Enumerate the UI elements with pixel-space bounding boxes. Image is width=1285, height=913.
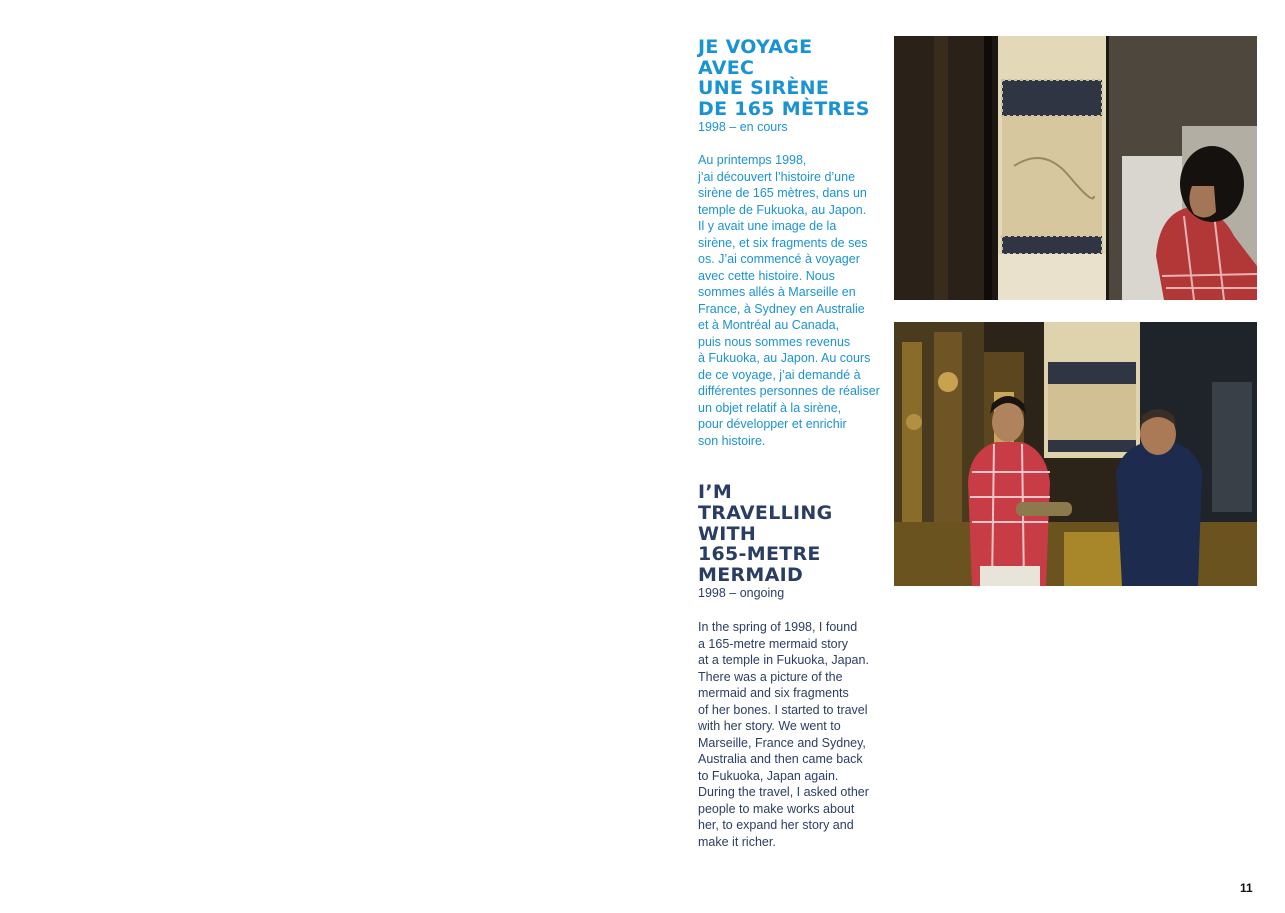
french-body-line: avec cette histoire. Nous <box>698 268 835 283</box>
english-dates: 1998 – ongoing <box>698 586 785 600</box>
english-body-line: There was a picture of the <box>698 669 843 684</box>
english-body-line: mermaid and six fragments <box>698 686 849 700</box>
french-body-line: j’ai découvert l’histoire d’une <box>698 169 856 184</box>
french-dates: 1998 – en cours <box>698 120 788 134</box>
french-body-line: son histoire. <box>698 433 766 448</box>
french-title <box>698 37 888 119</box>
english-body-line: a 165-metre mermaid story <box>698 636 849 651</box>
french-body-text <box>698 152 888 449</box>
english-body-line: make it richer. <box>698 834 776 849</box>
french-body-line: et à Montréal au Canada, <box>698 318 840 332</box>
english-title-line: WITH <box>698 522 757 545</box>
english-title-line: MERMAID <box>698 564 804 587</box>
french-title-line: AVEC <box>698 56 755 79</box>
english-body-line: During the travel, I asked other <box>698 785 869 799</box>
english-title <box>698 482 888 586</box>
english-body-line: of her bones. I started to travel <box>698 702 868 717</box>
english-body-line: Australia and then came back <box>698 752 863 766</box>
french-body-line: sirène, et six fragments de ses <box>698 235 868 250</box>
english-title-line: TRAVELLING <box>698 501 833 524</box>
french-title-line: DE 165 MÈTRES <box>698 97 870 120</box>
english-title-line: I’M <box>698 481 733 503</box>
photo-two-men-temple <box>894 322 1257 586</box>
english-body-line: with her story. We went to <box>698 719 841 733</box>
english-body-line: people to make works about <box>698 801 855 816</box>
french-body-line: puis nous sommes revenus <box>698 334 851 349</box>
french-body-line: France, à Sydney en Australie <box>698 301 865 316</box>
english-title-line: 165-METRE <box>698 543 821 566</box>
french-body-line: temple de Fukuoka, au Japon. <box>698 202 867 217</box>
french-body-line: sommes allés à Marseille en <box>698 285 856 299</box>
french-body-line: pour développer et enrichir <box>698 417 847 431</box>
english-body-line: to Fukuoka, Japan again. <box>698 768 839 783</box>
english-body-line: at a temple in Fukuoka, Japan. <box>698 653 869 667</box>
french-body-line: sirène de 165 mètres, dans un <box>698 186 867 200</box>
page-number: 11 <box>1240 881 1253 895</box>
french-body-line: Au printemps 1998, <box>698 153 807 167</box>
french-body-line: Il y avait une image de la <box>698 219 837 233</box>
french-body-line: os. J’ai commencé à voyager <box>698 252 860 266</box>
french-title-line: JE VOYAGE <box>698 36 813 58</box>
english-body-text <box>698 619 888 850</box>
french-body-line: différentes personnes de réaliser <box>698 384 880 398</box>
english-body-line: Marseille, France and Sydney, <box>698 735 866 750</box>
french-body-line: de ce voyage, j’ai demandé à <box>698 367 861 382</box>
french-title-line: UNE SIRÈNE <box>698 77 830 99</box>
english-body-line: her, to expand her story and <box>698 818 854 832</box>
photo-scroll-viewing <box>894 36 1257 300</box>
english-body-line: In the spring of 1998, I found <box>698 620 858 634</box>
french-body-line: à Fukuoka, au Japon. Au cours <box>698 351 871 365</box>
french-body-line: un objet relatif à la sirène, <box>698 400 842 415</box>
